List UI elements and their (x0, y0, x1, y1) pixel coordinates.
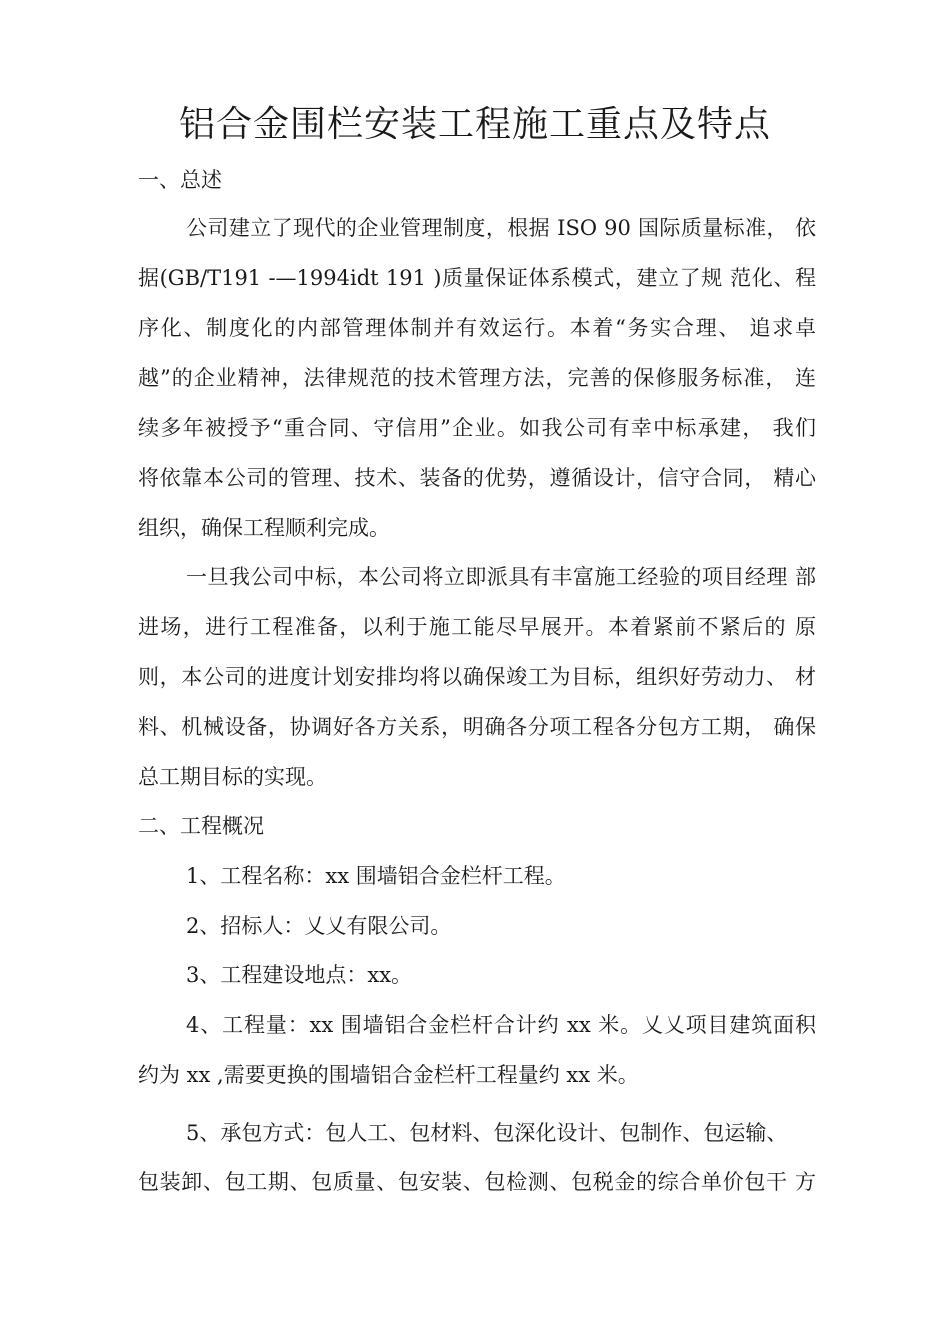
document-title: 铝合金围栏安装工程施工重点及特点 (178, 104, 771, 145)
list-item-location: 3、工程建设地点：xx。 (186, 963, 413, 987)
paragraph-line: 序化、制度化的内部管理体制并有效运行。本着“务实合理、 追求卓 (138, 316, 816, 340)
paragraph-line: 越”的企业精神，法律规范的技术管理方法，完善的保修服务标准， 连 (138, 366, 816, 390)
section-heading-overview: 一、总述 (138, 168, 222, 192)
list-item-quantity: 4、工程量：xx 围墙铝合金栏杆合计约 xx 米。乂乂项目建筑面积 (186, 1013, 816, 1037)
paragraph-line: 进场，进行工程准备，以利于施工能尽早展开。本着紧前不紧后的 原 (138, 615, 816, 639)
paragraph-line: 一旦我公司中标，本公司将立即派具有丰富施工经验的项目经理 部 (186, 565, 816, 589)
paragraph-line: 公司建立了现代的企业管理制度，根据 ISO 90 国际质量标准， 依 (186, 216, 816, 240)
paragraph-line: 则，本公司的进度计划安排均将以确保竣工为目标，组织好劳动力、 材 (138, 665, 816, 689)
paragraph-line: 将依靠本公司的管理、技术、装备的优势，遵循设计，信守合同， 精心 (138, 466, 816, 490)
list-item-contract-method: 5、承包方式：包人工、包材料、包深化设计、包制作、包运输、 (186, 1121, 788, 1145)
list-item-quantity-cont: 约为 xx ,需要更换的围墙铝合金栏杆工程量约 xx 米。 (138, 1063, 639, 1087)
paragraph-line: 据(GB/T191 -—1994idt 191 )质量保证体系模式，建立了规 范化、程 (138, 266, 816, 290)
list-item-tenderer: 2、招标人：乂乂有限公司。 (186, 914, 452, 938)
paragraph-line: 料、机械设备，协调好各方关系，明确各分项工程各分包方工期， 确保 (138, 715, 816, 739)
paragraph-line: 总工期目标的实现。 (138, 765, 327, 789)
section-heading-project-overview: 二、工程概况 (138, 814, 264, 838)
list-item-project-name: 1、工程名称：xx 围墙铝合金栏杆工程。 (186, 864, 566, 888)
paragraph-line: 组织，确保工程顺利完成。 (138, 516, 390, 540)
paragraph-line: 续多年被授予“重合同、守信用”企业。如我公司有幸中标承建， 我们 (138, 416, 816, 440)
list-item-contract-method-cont: 包装卸、包工期、包质量、包安装、包检测、包税金的综合单价包干 方 (138, 1170, 816, 1194)
